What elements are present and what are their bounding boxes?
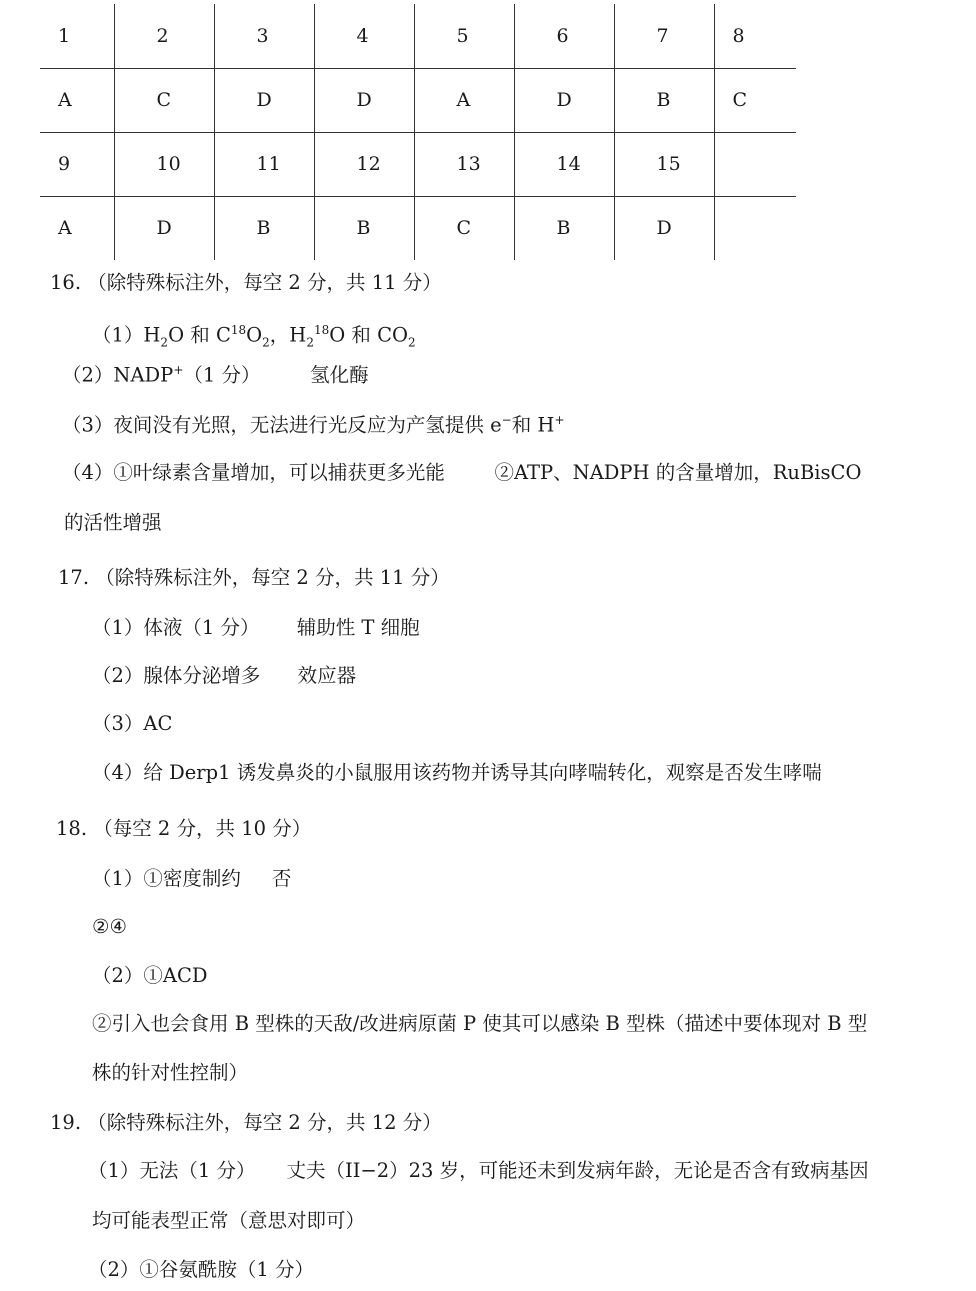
q17-header: 17. （除特殊标注外，每空 2 分，共 11 分） xyxy=(58,566,450,589)
table-row xyxy=(40,132,796,196)
table-row xyxy=(40,68,796,132)
q16-line-2: （2）NADP+（1 分） 氢化酶 xyxy=(62,363,369,387)
table-cell: B xyxy=(314,196,414,260)
q17-line-2: （2）腺体分泌增多 效应器 xyxy=(92,664,357,687)
table-cell: 10 xyxy=(114,132,214,196)
table-cell: 7 xyxy=(614,4,714,68)
table-cell: C xyxy=(114,68,214,132)
table-cell: 3 xyxy=(214,4,314,68)
table-cell: A xyxy=(40,68,114,132)
table-cell: 1 xyxy=(40,4,114,68)
table-cell: 13 xyxy=(414,132,514,196)
q19-header: 19. （除特殊标注外，每空 2 分，共 12 分） xyxy=(50,1111,442,1134)
table-cell: B xyxy=(514,196,614,260)
table-cell xyxy=(714,132,796,196)
answer-table xyxy=(40,4,796,260)
q18-line-1: （1）①密度制约 否 xyxy=(92,867,292,890)
q19-line-1: （1）无法（1 分） 丈夫（II−2）23 岁，可能还未到发病年龄，无论是否含有致病基因 xyxy=(88,1159,869,1182)
table-cell: A xyxy=(58,217,72,240)
table-cell: B xyxy=(614,68,714,132)
table-cell: 14 xyxy=(514,132,614,196)
q16-line-1: $(1)H_2O$ 和 $C^{18}O_2$，$H_2^{18}O$ 和 $CO_2$ xyxy=(92,323,416,350)
table-cell: 4 xyxy=(314,4,414,68)
q16-line-3: （3）夜间没有光照，无法进行光反应为产氢提供 e−和 H+ xyxy=(62,413,565,437)
q18-line-4: ②引入也会食用 B 型株的天敌/改进病原菌 P 使其可以感染 B 型株（描述中要体现对 B 型 xyxy=(92,1012,868,1035)
q19-line-2: 均可能表型正常（意思对即可） xyxy=(92,1209,366,1232)
q16-line-5: 的活性增强 xyxy=(64,511,162,534)
q17-line-3: （3）AC xyxy=(92,712,173,735)
table-cell: 6 xyxy=(514,4,614,68)
q16-line-4: （4）①叶绿素含量增加，可以捕获更多光能 ②ATP、NADPH 的含量增加，RuBisCO xyxy=(62,461,862,484)
table-cell: D xyxy=(214,68,314,132)
q16-header: 16. （除特殊标注外，每空 2 分，共 11 分） xyxy=(50,271,442,294)
table-cell: 12 xyxy=(314,132,414,196)
table-row xyxy=(40,4,796,68)
table-cell: 2 xyxy=(114,4,214,68)
table-row xyxy=(40,196,796,260)
table-cell: D xyxy=(614,196,714,260)
table-cell: 8 xyxy=(714,4,796,68)
q18-line-2: ②④ xyxy=(92,915,127,938)
table-cell: C xyxy=(414,196,514,260)
table-cell xyxy=(714,196,796,260)
table-cell: D xyxy=(314,68,414,132)
q18-line-5: 株的针对性控制） xyxy=(92,1061,249,1084)
q19-line-3: （2）①谷氨酰胺（1 分） xyxy=(88,1258,315,1281)
table-cell: 9 xyxy=(40,132,114,196)
q17-line-1: （1）体液（1 分） 辅助性 T 细胞 xyxy=(92,616,420,639)
table-cell: 5 xyxy=(414,4,514,68)
table-cell: A xyxy=(414,68,514,132)
q18-line-3: （2）①ACD xyxy=(92,964,208,987)
table-cell: D xyxy=(114,196,214,260)
table-cell: D xyxy=(514,68,614,132)
table-cell: C xyxy=(714,68,796,132)
table-cell: 15 xyxy=(614,132,714,196)
table-cell: B xyxy=(214,196,314,260)
q17-line-4: （4）给 Derp1 诱发鼻炎的小鼠服用该药物并诱导其向哮喘转化，观察是否发生哮喘 xyxy=(92,761,822,784)
table-cell: 11 xyxy=(214,132,314,196)
q18-header: 18. （每空 2 分，共 10 分） xyxy=(56,817,312,840)
